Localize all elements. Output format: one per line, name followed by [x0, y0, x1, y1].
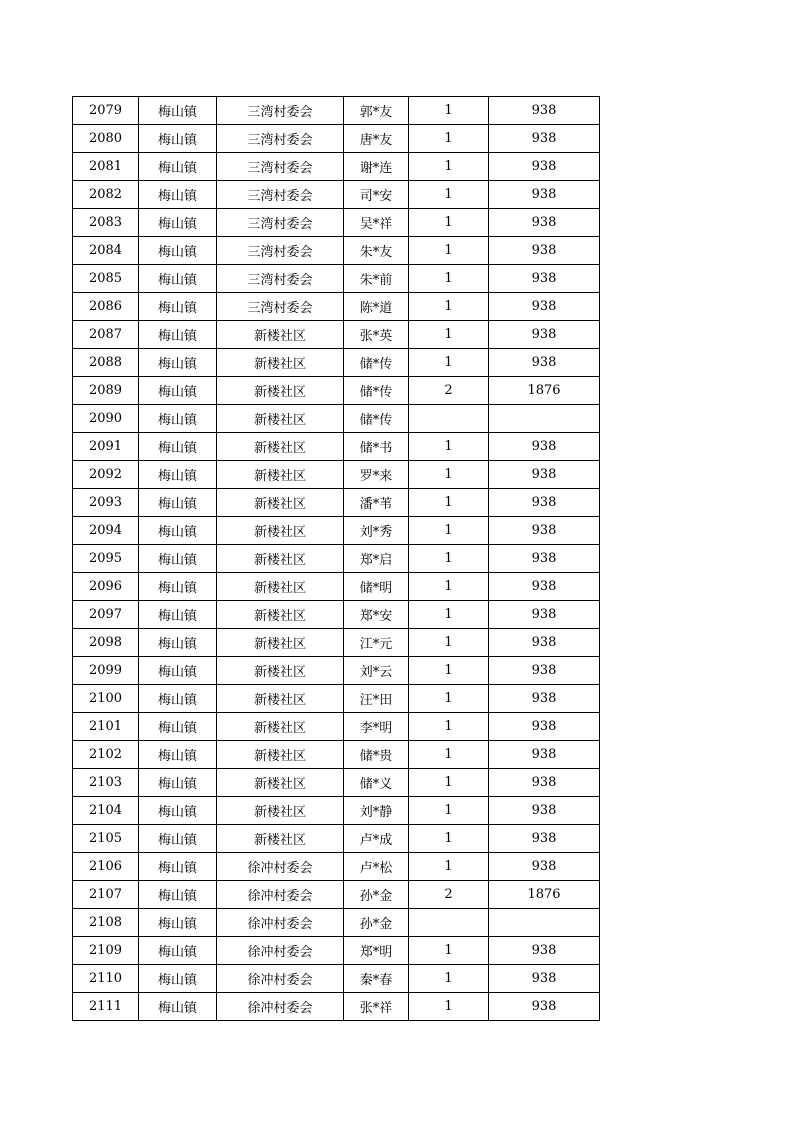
row-number-cell: 2088 — [73, 349, 139, 377]
town-cell: 梅山镇 — [139, 209, 217, 237]
town-cell: 梅山镇 — [139, 349, 217, 377]
count-cell: 1 — [409, 573, 489, 601]
table-row — [73, 517, 600, 545]
town-cell: 梅山镇 — [139, 293, 217, 321]
town-cell: 梅山镇 — [139, 97, 217, 125]
table-row — [73, 769, 600, 797]
name-cell: 储*明 — [344, 573, 409, 601]
count-cell: 1 — [409, 265, 489, 293]
amount-cell: 938 — [489, 97, 600, 125]
amount-cell: 938 — [489, 321, 600, 349]
count-cell: 1 — [409, 461, 489, 489]
amount-cell: 938 — [489, 573, 600, 601]
table-body — [73, 97, 600, 1021]
village-cell: 新楼社区 — [217, 377, 344, 405]
town-cell: 梅山镇 — [139, 993, 217, 1021]
village-cell: 徐冲村委会 — [217, 937, 344, 965]
table-row — [73, 629, 600, 657]
table-row — [73, 741, 600, 769]
amount-cell: 938 — [489, 349, 600, 377]
row-number-cell: 2089 — [73, 377, 139, 405]
amount-cell: 938 — [489, 825, 600, 853]
row-number-cell: 2085 — [73, 265, 139, 293]
town-cell: 梅山镇 — [139, 125, 217, 153]
village-cell: 新楼社区 — [217, 629, 344, 657]
table-row — [73, 937, 600, 965]
row-number-cell: 2094 — [73, 517, 139, 545]
row-number-cell: 2095 — [73, 545, 139, 573]
amount-cell: 938 — [489, 433, 600, 461]
town-cell: 梅山镇 — [139, 825, 217, 853]
table-row — [73, 265, 600, 293]
count-cell: 1 — [409, 937, 489, 965]
name-cell: 陈*道 — [344, 293, 409, 321]
village-cell: 三湾村委会 — [217, 265, 344, 293]
amount-cell: 938 — [489, 797, 600, 825]
village-cell: 新楼社区 — [217, 769, 344, 797]
name-cell: 汪*田 — [344, 685, 409, 713]
village-cell: 新楼社区 — [217, 321, 344, 349]
table-row — [73, 909, 600, 937]
row-number-cell: 2098 — [73, 629, 139, 657]
town-cell: 梅山镇 — [139, 405, 217, 433]
town-cell: 梅山镇 — [139, 573, 217, 601]
table-row — [73, 209, 600, 237]
amount-cell: 938 — [489, 209, 600, 237]
village-cell: 新楼社区 — [217, 601, 344, 629]
count-cell: 1 — [409, 293, 489, 321]
town-cell: 梅山镇 — [139, 881, 217, 909]
name-cell: 朱*友 — [344, 237, 409, 265]
village-cell: 新楼社区 — [217, 545, 344, 573]
table-row — [73, 377, 600, 405]
amount-cell: 938 — [489, 293, 600, 321]
table-row — [73, 293, 600, 321]
table-row — [73, 125, 600, 153]
amount-cell: 938 — [489, 601, 600, 629]
amount-cell: 1876 — [489, 377, 600, 405]
village-cell: 新楼社区 — [217, 657, 344, 685]
village-cell: 徐冲村委会 — [217, 965, 344, 993]
name-cell: 储*传 — [344, 349, 409, 377]
name-cell: 孙*金 — [344, 881, 409, 909]
count-cell: 1 — [409, 237, 489, 265]
table-row — [73, 461, 600, 489]
amount-cell: 938 — [489, 517, 600, 545]
row-number-cell: 2079 — [73, 97, 139, 125]
row-number-cell: 2080 — [73, 125, 139, 153]
row-number-cell: 2082 — [73, 181, 139, 209]
row-number-cell: 2101 — [73, 713, 139, 741]
amount-cell — [489, 909, 600, 937]
town-cell: 梅山镇 — [139, 685, 217, 713]
name-cell: 卢*松 — [344, 853, 409, 881]
row-number-cell: 2100 — [73, 685, 139, 713]
count-cell: 1 — [409, 181, 489, 209]
count-cell: 1 — [409, 517, 489, 545]
town-cell: 梅山镇 — [139, 181, 217, 209]
table-row — [73, 321, 600, 349]
table-row — [73, 573, 600, 601]
count-cell: 1 — [409, 769, 489, 797]
count-cell: 1 — [409, 349, 489, 377]
beneficiary-table — [72, 96, 600, 1021]
name-cell: 吴*祥 — [344, 209, 409, 237]
amount-cell: 938 — [489, 181, 600, 209]
row-number-cell: 2111 — [73, 993, 139, 1021]
row-number-cell: 2083 — [73, 209, 139, 237]
table-row — [73, 405, 600, 433]
name-cell: 江*元 — [344, 629, 409, 657]
amount-cell: 938 — [489, 545, 600, 573]
count-cell: 1 — [409, 965, 489, 993]
count-cell: 1 — [409, 489, 489, 517]
town-cell: 梅山镇 — [139, 461, 217, 489]
count-cell: 1 — [409, 153, 489, 181]
amount-cell: 938 — [489, 965, 600, 993]
count-cell: 1 — [409, 601, 489, 629]
town-cell: 梅山镇 — [139, 629, 217, 657]
town-cell: 梅山镇 — [139, 741, 217, 769]
table-row — [73, 489, 600, 517]
name-cell: 潘*苇 — [344, 489, 409, 517]
village-cell: 新楼社区 — [217, 825, 344, 853]
table-row — [73, 881, 600, 909]
town-cell: 梅山镇 — [139, 545, 217, 573]
amount-cell: 938 — [489, 657, 600, 685]
amount-cell: 938 — [489, 629, 600, 657]
row-number-cell: 2096 — [73, 573, 139, 601]
amount-cell — [489, 405, 600, 433]
row-number-cell: 2086 — [73, 293, 139, 321]
name-cell: 郑*启 — [344, 545, 409, 573]
table-row — [73, 965, 600, 993]
count-cell: 2 — [409, 377, 489, 405]
village-cell: 新楼社区 — [217, 405, 344, 433]
count-cell: 1 — [409, 125, 489, 153]
village-cell: 三湾村委会 — [217, 153, 344, 181]
town-cell: 梅山镇 — [139, 769, 217, 797]
village-cell: 新楼社区 — [217, 685, 344, 713]
village-cell: 徐冲村委会 — [217, 853, 344, 881]
town-cell: 梅山镇 — [139, 489, 217, 517]
row-number-cell: 2103 — [73, 769, 139, 797]
row-number-cell: 2106 — [73, 853, 139, 881]
town-cell: 梅山镇 — [139, 909, 217, 937]
amount-cell: 938 — [489, 993, 600, 1021]
name-cell: 司*安 — [344, 181, 409, 209]
town-cell: 梅山镇 — [139, 657, 217, 685]
row-number-cell: 2091 — [73, 433, 139, 461]
village-cell: 新楼社区 — [217, 741, 344, 769]
count-cell: 1 — [409, 741, 489, 769]
count-cell — [409, 909, 489, 937]
town-cell: 梅山镇 — [139, 433, 217, 461]
name-cell: 储*义 — [344, 769, 409, 797]
row-number-cell: 2107 — [73, 881, 139, 909]
name-cell: 储*传 — [344, 377, 409, 405]
name-cell: 刘*静 — [344, 797, 409, 825]
village-cell: 三湾村委会 — [217, 97, 344, 125]
name-cell: 罗*来 — [344, 461, 409, 489]
name-cell: 刘*云 — [344, 657, 409, 685]
village-cell: 徐冲村委会 — [217, 909, 344, 937]
count-cell: 1 — [409, 321, 489, 349]
village-cell: 新楼社区 — [217, 517, 344, 545]
table-row — [73, 825, 600, 853]
amount-cell: 938 — [489, 265, 600, 293]
row-number-cell: 2090 — [73, 405, 139, 433]
row-number-cell: 2104 — [73, 797, 139, 825]
amount-cell: 938 — [489, 769, 600, 797]
name-cell: 朱*前 — [344, 265, 409, 293]
village-cell: 新楼社区 — [217, 573, 344, 601]
village-cell: 新楼社区 — [217, 797, 344, 825]
village-cell: 新楼社区 — [217, 349, 344, 377]
town-cell: 梅山镇 — [139, 321, 217, 349]
amount-cell: 938 — [489, 741, 600, 769]
name-cell: 储*传 — [344, 405, 409, 433]
table-row — [73, 433, 600, 461]
village-cell: 新楼社区 — [217, 489, 344, 517]
table-row — [73, 601, 600, 629]
row-number-cell: 2108 — [73, 909, 139, 937]
amount-cell: 938 — [489, 237, 600, 265]
amount-cell: 938 — [489, 461, 600, 489]
name-cell: 储*书 — [344, 433, 409, 461]
town-cell: 梅山镇 — [139, 377, 217, 405]
row-number-cell: 2099 — [73, 657, 139, 685]
table-row — [73, 657, 600, 685]
name-cell: 卢*成 — [344, 825, 409, 853]
village-cell: 三湾村委会 — [217, 181, 344, 209]
name-cell: 张*英 — [344, 321, 409, 349]
count-cell: 1 — [409, 629, 489, 657]
town-cell: 梅山镇 — [139, 797, 217, 825]
name-cell: 李*明 — [344, 713, 409, 741]
table-row — [73, 349, 600, 377]
town-cell: 梅山镇 — [139, 853, 217, 881]
name-cell: 郑*明 — [344, 937, 409, 965]
row-number-cell: 2109 — [73, 937, 139, 965]
table-row — [73, 237, 600, 265]
count-cell: 1 — [409, 433, 489, 461]
row-number-cell: 2105 — [73, 825, 139, 853]
village-cell: 徐冲村委会 — [217, 881, 344, 909]
village-cell: 新楼社区 — [217, 713, 344, 741]
amount-cell: 938 — [489, 853, 600, 881]
table-row — [73, 97, 600, 125]
row-number-cell: 2084 — [73, 237, 139, 265]
town-cell: 梅山镇 — [139, 237, 217, 265]
count-cell: 1 — [409, 545, 489, 573]
town-cell: 梅山镇 — [139, 937, 217, 965]
table-row — [73, 181, 600, 209]
count-cell: 2 — [409, 881, 489, 909]
row-number-cell: 2081 — [73, 153, 139, 181]
town-cell: 梅山镇 — [139, 153, 217, 181]
amount-cell: 938 — [489, 685, 600, 713]
name-cell: 孙*金 — [344, 909, 409, 937]
count-cell: 1 — [409, 209, 489, 237]
village-cell: 三湾村委会 — [217, 125, 344, 153]
name-cell: 郭*友 — [344, 97, 409, 125]
name-cell: 张*祥 — [344, 993, 409, 1021]
village-cell: 新楼社区 — [217, 461, 344, 489]
amount-cell: 938 — [489, 125, 600, 153]
town-cell: 梅山镇 — [139, 265, 217, 293]
table-row — [73, 993, 600, 1021]
table-row — [73, 685, 600, 713]
name-cell: 刘*秀 — [344, 517, 409, 545]
village-cell: 三湾村委会 — [217, 237, 344, 265]
count-cell: 1 — [409, 993, 489, 1021]
name-cell: 唐*友 — [344, 125, 409, 153]
count-cell: 1 — [409, 797, 489, 825]
table-row — [73, 545, 600, 573]
village-cell: 徐冲村委会 — [217, 993, 344, 1021]
row-number-cell: 2092 — [73, 461, 139, 489]
amount-cell: 938 — [489, 489, 600, 517]
count-cell: 1 — [409, 685, 489, 713]
row-number-cell: 2097 — [73, 601, 139, 629]
row-number-cell: 2093 — [73, 489, 139, 517]
name-cell: 储*贵 — [344, 741, 409, 769]
amount-cell: 938 — [489, 713, 600, 741]
town-cell: 梅山镇 — [139, 965, 217, 993]
row-number-cell: 2102 — [73, 741, 139, 769]
amount-cell: 938 — [489, 937, 600, 965]
amount-cell: 1876 — [489, 881, 600, 909]
count-cell: 1 — [409, 853, 489, 881]
count-cell: 1 — [409, 657, 489, 685]
count-cell: 1 — [409, 97, 489, 125]
village-cell: 三湾村委会 — [217, 209, 344, 237]
village-cell: 新楼社区 — [217, 433, 344, 461]
table-row — [73, 153, 600, 181]
count-cell: 1 — [409, 825, 489, 853]
table-row — [73, 713, 600, 741]
table-row — [73, 853, 600, 881]
town-cell: 梅山镇 — [139, 601, 217, 629]
row-number-cell: 2110 — [73, 965, 139, 993]
town-cell: 梅山镇 — [139, 517, 217, 545]
amount-cell: 938 — [489, 153, 600, 181]
count-cell: 1 — [409, 713, 489, 741]
count-cell — [409, 405, 489, 433]
document-table-container — [72, 96, 600, 1021]
name-cell: 秦*春 — [344, 965, 409, 993]
town-cell: 梅山镇 — [139, 713, 217, 741]
name-cell: 郑*安 — [344, 601, 409, 629]
table-row — [73, 797, 600, 825]
village-cell: 三湾村委会 — [217, 293, 344, 321]
row-number-cell: 2087 — [73, 321, 139, 349]
name-cell: 谢*连 — [344, 153, 409, 181]
